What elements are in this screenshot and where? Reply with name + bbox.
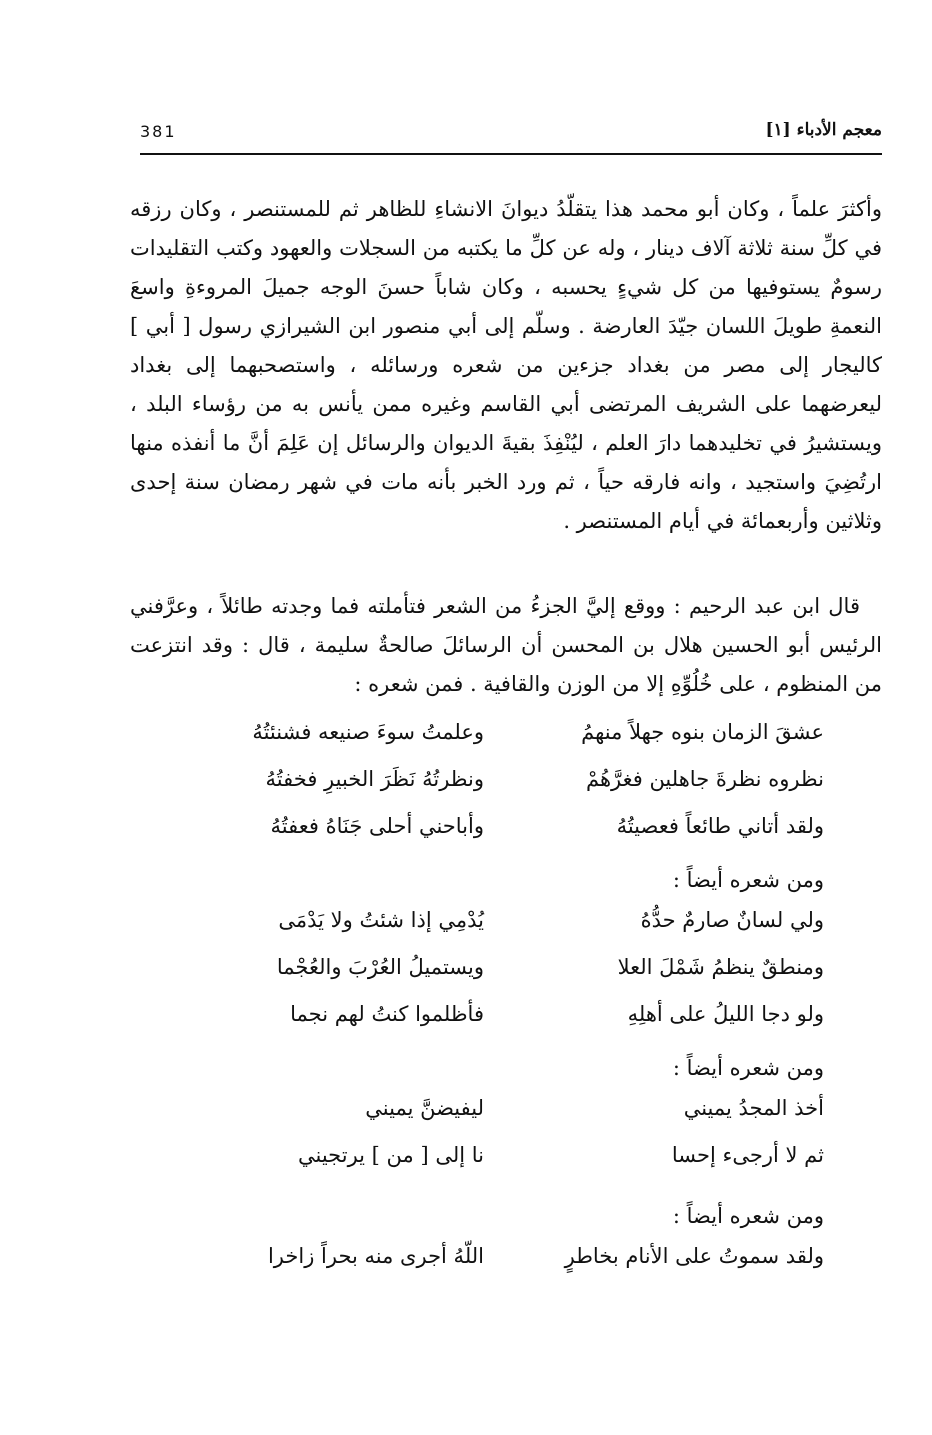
header-rule <box>140 153 882 155</box>
verse-first-hemistich: ثم لا أرجىء إحسا <box>671 1143 824 1167</box>
verse-second-hemistich: ليفيضنَّ يميني <box>365 1096 484 1120</box>
verse-line <box>224 1002 824 1049</box>
running-title: معجم الأدباء [١] <box>765 120 882 140</box>
verse-second-hemistich: اللّهُ أجرى منه بحراً زاخرا <box>267 1244 484 1268</box>
verse-second-hemistich: وعلمتُ سوءَ صنيعه فشنئتُهُ <box>252 720 484 744</box>
verse-second-hemistich: ويستميلُ العُرْبَ والعُجْما <box>276 955 484 979</box>
verse-second-hemistich: وأباحني أحلى جَنَاهُ فعفتُهُ <box>270 814 484 838</box>
poem-2 <box>224 908 824 1049</box>
verse-first-hemistich: أخذ المجدُ يميني <box>683 1096 824 1120</box>
verse-line <box>224 955 824 1002</box>
page-header <box>140 114 882 148</box>
verse-line <box>224 767 824 814</box>
paragraph-biography: وأكثرَ علماً ، وكان أبو محمد هذا يتقلّدُ ديوانَ الانشاءِ للظاهر ثم للمستنصر ، وكان رزقه في كلِّ سنة ثلاثة آلاف دينار ، وله عن كلِّ ما يكتبه من السجلات والعهود وكتب التقليدات رسومٌ يستوفيها من كل شيءٍ يحسبه ، وكان شاباً حسنَ الوجه جميلَ المروءةِ واسعَ النعمةِ طويلَ اللسان جيّدَ العارضة . وسلّم إلى أبي منصور ابن الشيرازي رسول [ أبي ] كاليجار إلى مصر من بغداد جزءين من شعره ورسائله ، واستصحبهما إلى بغداد ليعرضهما على الشريف المرتضى أبي القاسم وغيره ممن يأنس به من رؤساء البلد ، ويستشيرُ في تخليدهما دارَ العلم ، ليُنْفِذَ بقيةَ الديوان والرسائل إن عَلِمَ أنَّ ما أنفذه منها ارتُضِيَ واستجيد ، وانه فارقه حياً ، ثم ورد الخبر بأنه مات في شهر رمضان سنة إحدى وثلاثين وأربعمائة في أيام المستنصر . <box>130 197 882 533</box>
verse-first-hemistich: ولقد أتاني طائعاً فعصيتُهُ <box>616 814 824 838</box>
verse-first-hemistich: عشقَ الزمان بنوه جهلاً منهمُ <box>581 720 824 744</box>
verse-line <box>224 720 824 767</box>
poem-4 <box>164 1244 824 1291</box>
poem-intro: ومن شعره أيضاً : <box>672 1204 824 1228</box>
poem-3 <box>224 1096 824 1190</box>
verse-first-hemistich: ومنطقٌ ينظمُ شَمْلَ العلا <box>617 955 824 979</box>
paragraph-assessment: قال ابن عبد الرحيم : ووقع إليَّ الجزءُ من الشعر فتأملته فما وجدته طائلاً ، وعرَّفني الرئيس أبو الحسين هلال بن المحسن أن الرسائلَ صالحةٌ سليمة ، قال : وقد انتزعت من المنظوم ، على خُلُوِّهِ إلا من الوزن والقافية . فمن شعره : <box>130 594 882 696</box>
verse-first-hemistich: ولو دجا الليلُ على أهلِهِ <box>627 1002 824 1026</box>
verse-first-hemistich: ولي لسانٌ صارمٌ حدُّهُ <box>640 908 824 932</box>
verse-line <box>224 1143 824 1190</box>
verse-first-hemistich: نظروه نظرةَ جاهلين فغرَّهُمْ <box>585 767 824 791</box>
poem-1 <box>224 720 824 861</box>
verse-line <box>224 814 824 861</box>
verse-second-hemistich: فأظلموا كنتُ لهم نجما <box>290 1002 484 1026</box>
page-number: 381 <box>140 122 177 141</box>
verse-line <box>224 1096 824 1143</box>
poem-intro: ومن شعره أيضاً : <box>672 1056 824 1080</box>
verse-first-hemistich: ولقد سموتُ على الأنام بخاطرٍ <box>564 1244 824 1268</box>
verse-second-hemistich: نا إلى [ من ] يرتجيني <box>298 1143 484 1167</box>
verse-line <box>164 1244 824 1291</box>
verse-line <box>224 908 824 955</box>
verse-second-hemistich: يُدْمِي إذا شئتُ ولا يَدْمَى <box>278 908 484 932</box>
poem-intro: ومن شعره أيضاً : <box>672 868 824 892</box>
verse-second-hemistich: ونظرتُهُ نَظَرَ الخبيرِ فخفتُهُ <box>265 767 484 791</box>
